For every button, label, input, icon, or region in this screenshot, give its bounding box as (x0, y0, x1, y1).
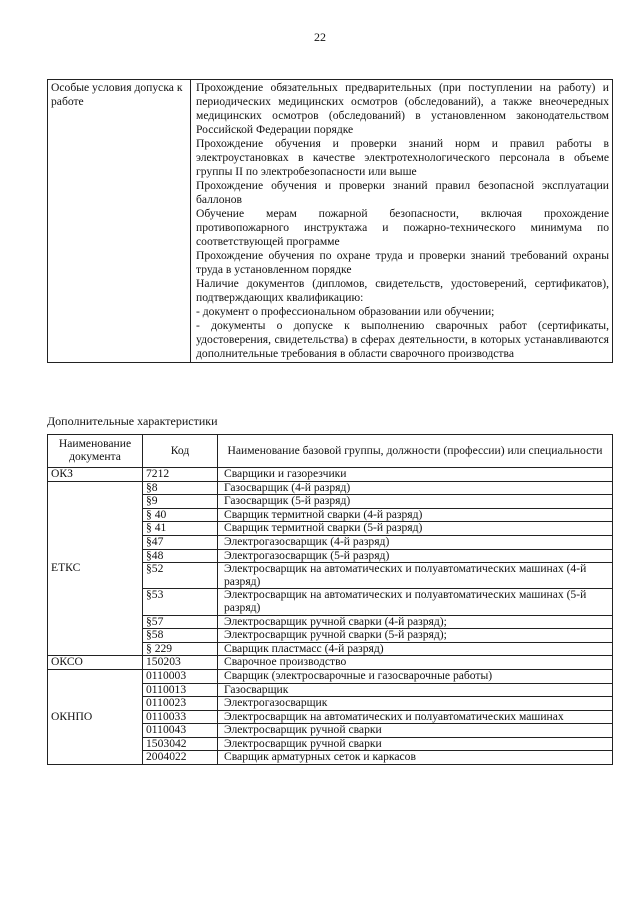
table-row (48, 468, 613, 482)
code-cell: §48 (143, 549, 218, 563)
code-cell: § 40 (143, 508, 218, 522)
occupation-name-cell: Сварщик термитной сварки (4-й разряд) (218, 508, 613, 522)
admission-conditions-row (48, 80, 613, 363)
occupation-name-cell: Электросварщик ручной сварки (5-й разряд); (218, 629, 613, 643)
occupation-name-cell: Электрогазосварщик (218, 697, 613, 711)
code-cell: §53 (143, 589, 218, 615)
occupation-name-cell: Газосварщик (5-й разряд) (218, 495, 613, 509)
condition-item: Наличие документов (дипломов, свидетельств, удостоверений, сертификатов), подтверждающих квалификацию: (196, 277, 609, 304)
table-row (48, 669, 613, 683)
header-document: Наименование документа (48, 435, 143, 468)
table-row (48, 656, 613, 670)
admission-conditions-value (191, 80, 613, 363)
code-cell: 0110043 (143, 724, 218, 738)
condition-item: Прохождение обязательных предварительных (при поступлении на работу) и периодических медицинских осмотров (обследований), а также внеочередных медицинских осмотров (обследований) в установленном законодательством Российской Федерации порядке (196, 81, 609, 136)
occupation-name-cell: Электросварщик на автоматических и полуавтоматических машинах (218, 710, 613, 724)
admission-conditions-label: Особые условия допуска к работе (48, 80, 191, 363)
header-code: Код (143, 435, 218, 468)
code-cell: §57 (143, 615, 218, 629)
code-cell: 0110023 (143, 697, 218, 711)
admission-conditions-table (47, 79, 613, 363)
table-row (48, 481, 613, 495)
header-name: Наименование базовой группы, должности (профессии) или специальности (218, 435, 613, 468)
document-name-cell: ОКСО (48, 656, 143, 670)
occupation-name-cell: Электросварщик ручной сварки (4-й разряд); (218, 615, 613, 629)
occupation-name-cell: Электросварщик ручной сварки (218, 724, 613, 738)
condition-item: - документ о профессиональном образовании или обучении; (196, 305, 495, 318)
occupation-name-cell: Сварщики и газорезчики (218, 468, 613, 482)
page-number: 22 (314, 30, 326, 44)
code-cell: §58 (143, 629, 218, 643)
condition-item: Прохождение обучения и проверки знаний норм и правил работы в электроустановках в качестве электротехнологического персонала в объеме группы II по электробезопасности или выше (196, 137, 609, 178)
code-cell: § 41 (143, 522, 218, 536)
code-cell: §47 (143, 535, 218, 549)
code-cell: §8 (143, 481, 218, 495)
code-cell: 1503042 (143, 737, 218, 751)
occupation-name-cell: Электросварщик на автоматических и полуавтоматических машинах (5-й разряд) (218, 589, 613, 615)
code-cell: 0110003 (143, 669, 218, 683)
occupation-name-cell: Электросварщик на автоматических и полуавтоматических машинах (4-й разряд) (218, 563, 613, 589)
code-cell: 0110013 (143, 683, 218, 697)
code-cell: 150203 (143, 656, 218, 670)
document-name-cell: ЕТКС (48, 481, 143, 656)
additional-characteristics-table (47, 434, 613, 765)
occupation-name-cell: Электросварщик ручной сварки (218, 737, 613, 751)
occupation-name-cell: Сварочное производство (218, 656, 613, 670)
code-cell: §9 (143, 495, 218, 509)
condition-item: - документы о допуске к выполнению сварочных работ (сертификаты, удостоверения, свидетельства) в сферах деятельности, в которых устанавливаются дополнительные требования в области сварочного производства (196, 319, 609, 360)
occupation-name-cell: Электрогазосварщик (4-й разряд) (218, 535, 613, 549)
condition-item: Прохождение обучения по охране труда и проверки знаний требований охраны труда в установленном порядке (196, 249, 609, 276)
code-cell: § 229 (143, 642, 218, 656)
condition-item: Обучение мерам пожарной безопасности, включая прохождение противопожарного инструктажа и пожарно-технического минимума по соответствующей программе (196, 207, 609, 248)
additional-characteristics-caption: Дополнительные характеристики (47, 414, 218, 428)
occupation-name-cell: Сварщик пластмасс (4-й разряд) (218, 642, 613, 656)
code-cell: 2004022 (143, 751, 218, 765)
occupation-name-cell: Сварщик арматурных сеток и каркасов (218, 751, 613, 765)
occupation-name-cell: Газосварщик (218, 683, 613, 697)
document-name-cell: ОКЗ (48, 468, 143, 482)
condition-item: Прохождение обучения и проверки знаний правил безопасной эксплуатации баллонов (196, 179, 609, 206)
occupation-name-cell: Электрогазосварщик (5-й разряд) (218, 549, 613, 563)
table-header-row (48, 435, 613, 468)
code-cell: 0110033 (143, 710, 218, 724)
code-cell: 7212 (143, 468, 218, 482)
occupation-name-cell: Газосварщик (4-й разряд) (218, 481, 613, 495)
code-cell: §52 (143, 563, 218, 589)
occupation-name-cell: Сварщик (электросварочные и газосварочные работы) (218, 669, 613, 683)
occupation-name-cell: Сварщик термитной сварки (5-й разряд) (218, 522, 613, 536)
document-name-cell: ОКНПО (48, 669, 143, 764)
